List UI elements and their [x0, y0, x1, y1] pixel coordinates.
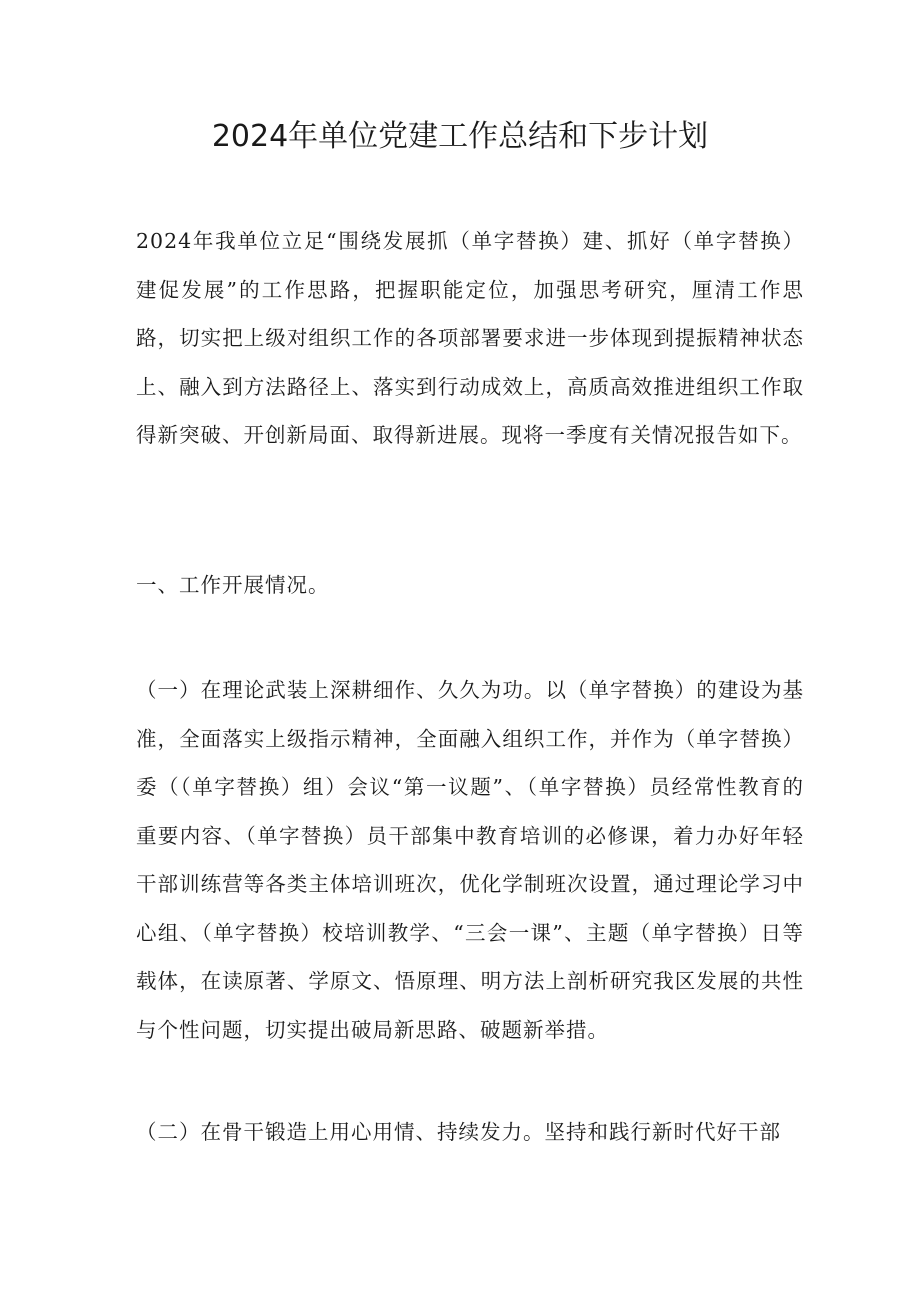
intro-paragraph: 2024年我单位立足“围绕发展抓（单字替换）建、抓好（单字替换）建促发展”的工作思路，把握职能定位，加强思考研究，厘清工作思路，切实把上级对组织工作的各项部署要求进一步体现到提振精神状态上、融入到方法路径上、落实到行动成效上，高质高效推进组织工作取得新突破、开创新局面、取得新进展。现将一季度有关情况报告如下。 — [136, 229, 804, 447]
paragraph-item-2-cadres: （二）在骨干锻造上用心用情、持续发力。坚持和践行新时代好干部 — [136, 1120, 781, 1144]
section-heading-work-progress: 一、工作开展情况。 — [136, 573, 330, 597]
document-title: 2024年单位党建工作总结和下步计划 — [211, 119, 709, 154]
paragraph-item-1-theory: （一）在理论武装上深耕细作、久久为功。以（单字替换）的建设为基准，全面落实上级指示精神，全面融入组织工作，并作为（单字替换）委（（单字替换）组）会议“第一议题”、（单字替换）员经常性教育的重要内容、（单字替换）员干部集中教育培训的必修课，着力办好年轻干部训练营等各类主体培训班次，优化学制班次设置，通过理论学习中心组、（单字替换）校培训教学、“三会一课”、主题（单字替换）日等载体，在读原著、学原文、悟原理、明方法上剖析研究我区发展的共性与个性问题，切实提出破局新思路、破题新举措。 — [136, 678, 804, 1042]
